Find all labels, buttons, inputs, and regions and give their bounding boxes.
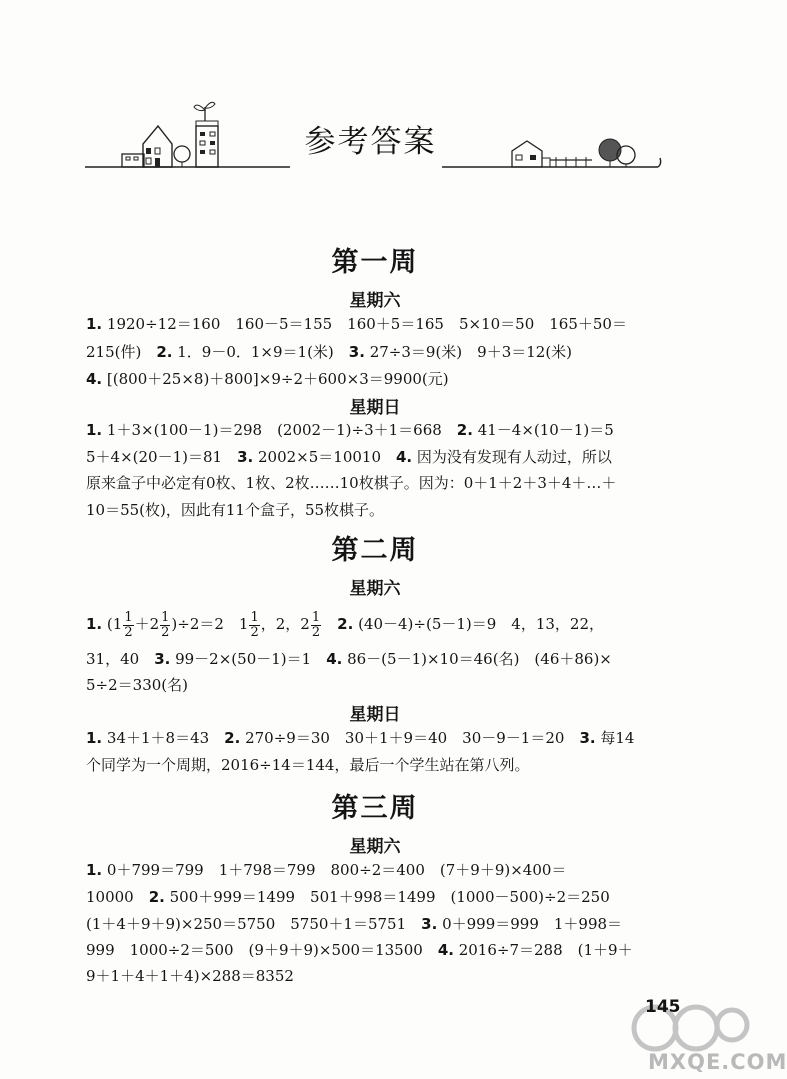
line-prefix: (1＋4＋9＋9)×250＝5750 5750＋1＝5751 [86,915,422,933]
line-text: 9＋1＋4＋1＋4)×288＝8352 [86,967,294,985]
answer-line [86,469,686,497]
line-prefix: 999 1000÷2＝500 (9＋9＋9)×500＝13500 [86,941,438,959]
question-number: 1. [86,615,103,633]
line-text: 1920÷12＝160 160－5＝155 160＋5＝165 5×10＝50 165＋50＝ [102,315,627,333]
week-1-heading: 第一周 [331,247,419,278]
line-prefix: 5＋4×(20－1)＝81 [86,448,238,466]
question-number: 1. [86,729,103,747]
line-text: (40－4)÷(5－1)＝9 4，13，22， [353,615,605,633]
question-number: 2. [148,888,165,906]
fraction-numerator: 1 [124,609,133,625]
question-number: 4. [437,941,454,959]
week-1-sunday-heading: 星期日 [349,398,401,418]
fraction [249,611,259,640]
answer-line [86,443,686,471]
line-prefix: 31，40 [86,650,155,668]
question-number: 1. [86,861,103,879]
line-text: 原来盒子中必定有0枚、1枚、2枚……10枚棋子。因为：0＋1＋2＋3＋4＋…＋ [86,474,617,492]
answer-line [86,671,686,699]
line-text: 10＝55(枚)，因此有11个盒子，55枚棋子。 [86,501,385,519]
question-number: 2. [156,343,173,361]
fraction-numerator: 1 [250,609,259,625]
question-number: 3. [154,650,171,668]
answer-line [86,338,686,366]
line-text: 99－2×(50－1)＝1 [170,650,327,668]
fraction-denominator: 2 [124,624,133,640]
line-text: 0＋799＝799 1＋798＝799 800÷2＝400 (7＋9＋9)×400＝ [102,861,567,879]
question-number: 1. [86,421,103,439]
question-number: 2. [456,421,473,439]
line-text: [(800＋25×8)＋800]×9÷2＋600×3＝9900(元) [102,370,449,388]
page-number: 145 [645,997,681,1017]
line-text: 5÷2＝330(名) [86,676,188,694]
line-text: 0＋999＝999 1＋998＝ [437,915,623,933]
line-text: 个同学为一个周期，2016÷14＝144，最后一个学生站在第八列。 [86,756,530,774]
line-text: ，2，2 [260,615,310,633]
question-number: 2. [337,615,354,633]
question-number: 3. [421,915,438,933]
line-text: 500＋999＝1499 501＋998＝1499 (1000－500)÷2＝250 [164,888,610,906]
line-prefix: 215(件) [86,343,157,361]
fraction-numerator: 1 [161,609,170,625]
line-text: 因为没有发现有人动过，所以 [412,448,612,466]
line-text: 1＋3×(100－1)＝298 (2002－1)÷3＋1＝668 [102,421,457,439]
line-text: 27÷3＝9(米) 9＋3＝12(米) [364,343,573,361]
fraction [160,611,170,640]
week-2-heading: 第二周 [331,535,419,566]
answer-line [86,883,686,911]
question-number: 1. [86,315,103,333]
line-text: 34＋1＋8＝43 [102,729,225,747]
week-2-saturday-heading: 星期六 [349,579,401,599]
line-text: 86－(5－1)×10＝46(名) (46＋86)× [342,650,612,668]
answer-line [86,936,686,964]
answer-line [86,496,686,524]
answer-line [86,365,686,393]
answer-line [86,310,686,338]
fraction [311,611,321,640]
answer-line [86,645,686,673]
question-number: 3. [348,343,365,361]
line-text: ＋2 [134,615,160,633]
line-text: 41－4×(10－1)＝5 [472,421,614,439]
line-text: 1．9－0．1×9＝1(米) [172,343,349,361]
line-text: 每14 [595,729,635,747]
answer-line [86,856,686,884]
answer-line [86,416,686,444]
week-1-saturday-heading: 星期六 [349,291,401,311]
fraction-numerator: 1 [311,609,321,625]
week-3-heading: 第三周 [331,793,419,824]
line-text: )÷2＝2 1 [171,615,249,633]
answer-line [86,724,686,752]
fraction [123,611,133,640]
question-number: 3. [237,448,254,466]
fraction-denominator: 2 [311,624,321,640]
line-prefix: 10000 [86,888,149,906]
answer-line [86,962,686,990]
question-number: 4. [326,650,343,668]
line-text: 2002×5＝10010 [253,448,396,466]
question-number: 2. [224,729,241,747]
week-2-sunday-heading: 星期日 [349,705,401,725]
watermark-text: MXQE.COM [648,1050,787,1074]
line-text: (1 [102,615,123,633]
fraction-denominator: 2 [161,624,170,640]
answer-line [86,910,686,938]
answer-line [86,751,686,779]
question-number: 3. [579,729,596,747]
line-text: 270÷9＝30 30＋1＋9＝40 30－9－1＝20 [240,729,580,747]
question-number: 4. [86,370,103,388]
line-text: 2016÷7＝288 (1＋9＋ [453,941,633,959]
page-title: 参考答案 [304,124,437,160]
answer-line [86,604,686,644]
fraction-denominator: 2 [250,624,259,640]
question-number: 4. [396,448,413,466]
week-3-saturday-heading: 星期六 [349,837,401,857]
